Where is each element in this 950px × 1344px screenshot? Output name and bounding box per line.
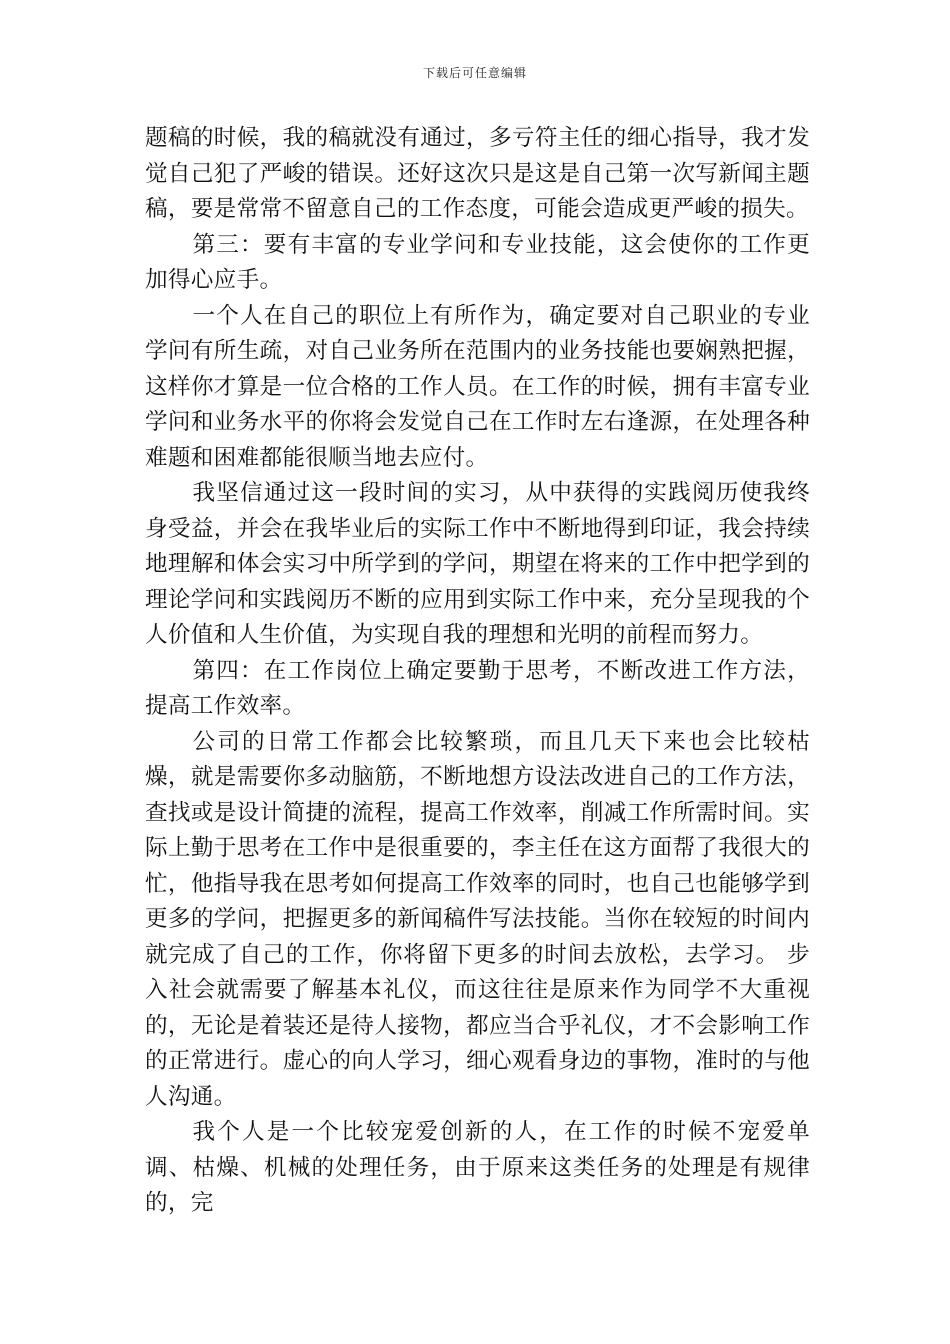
paragraph-1: 题稿的时候，我的稿就没有通过，多亏符主任的细心指导，我才发觉自己犯了严峻的错误。还好这次只是这是自己第一次写新闻主题稿，要是常常不留意自己的工作态度，可能会造成更严峻的损失。 bbox=[145, 125, 810, 222]
page-header: 下载后可任意编辑 bbox=[422, 66, 527, 80]
paragraph-6: 公司的日常工作都会比较繁琐，而且几天下来也会比较枯燥，就是需要你多动脑筋，不断地想方设法改进自己的工作方法，查找或是设计简捷的流程，提高工作效率，削减工作所需时间。实际上勤于思考在工作中是很重要的，李主任在这方面帮了我很大的忙，他指导我在思考如何提高工作效率的同时，也自己也能够学到更多的学问，把握更多的新闻稿件写法技能。当你在较短的时间内就完成了自己的工作，你将留下更多的时间去放松，去学习。 步入社会就需要了解基本礼仪，而这往往是原来作为同学不大重视的，无论是着装还是待人接物，都应当合乎礼仪，才不会影响工作的正常进行。虚心的向人学习，细心观看身边的事物，准时的与他人沟通。 bbox=[145, 728, 810, 1110]
paragraph-2: 第三：要有丰富的专业学问和专业技能，这会使你的工作更加得心应手。 bbox=[145, 231, 810, 293]
paragraph-5: 第四：在工作岗位上确定要勤于思考，不断改进工作方法，提高工作效率。 bbox=[145, 657, 810, 719]
paragraph-4: 我坚信通过这一段时间的实习，从中获得的实践阅历使我终身受益，并会在我毕业后的实际工作中不断地得到印证，我会持续地理解和体会实习中所学到的学问，期望在将来的工作中把学到的理论学问和实践阅历不断的应用到实际工作中来，充分呈现我的个人价值和人生价值，为实现自我的理想和光明的前程而努力。 bbox=[145, 480, 810, 648]
document-body bbox=[145, 121, 810, 1222]
paragraph-7: 我个人是一个比较宠爱创新的人，在工作的时候不宠爱单调、枯燥、机械的处理任务，由于原来这类任务的处理是有规律的，完 bbox=[145, 1119, 810, 1216]
paragraph-3: 一个人在自己的职位上有所作为，确定要对自己职业的专业学问有所生疏，对自己业务所在范围内的业务技能也要娴熟把握，这样你才算是一位合格的工作人员。在工作的时候，拥有丰富专业学问和业务水平的你将会发觉自己在工作时左右逢源，在处理各种难题和困难都能很顺当地去应付。 bbox=[145, 302, 810, 471]
